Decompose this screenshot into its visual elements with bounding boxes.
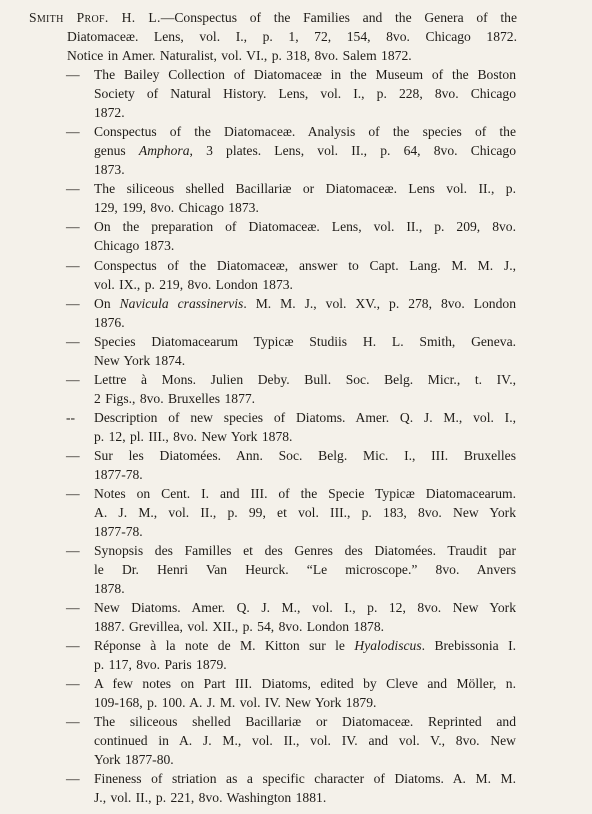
entry-line: 129, 199, 8vo. Chicago 1873. xyxy=(94,199,259,215)
ditto-dash: — xyxy=(66,676,80,691)
entry-line: Society of Natural History. Lens, vol. I., p. 228, 8vo. Chicago xyxy=(94,85,516,101)
bibliography-entry xyxy=(94,485,516,541)
entry-line: Notes on Cent. I. and III. of the Specie Typicæ Diatomacearum. xyxy=(94,486,516,501)
ditto-dash: — xyxy=(66,448,80,463)
entry-line: Chicago 1873. xyxy=(94,237,175,253)
entry-line: New Diatoms. Amer. Q. J. M., vol. I., p. 12, 8vo. New York xyxy=(94,600,516,615)
entry-line: genus Amphora, 3 plates. Lens, vol. II., p. 64, 8vo. Chicago xyxy=(94,142,516,158)
ditto-dash: — xyxy=(66,600,80,615)
entry-line: Sur les Diatomées. Ann. Soc. Belg. Mic. I., III. Bruxelles xyxy=(94,448,516,463)
bibliography-entry xyxy=(94,542,516,598)
bibliography-entry xyxy=(94,295,516,333)
entry-line: A. J. M., vol. II., p. 99, et vol. III., p. 183, 8vo. New York xyxy=(94,504,516,520)
bibliography-entry xyxy=(94,218,516,256)
author-name: Smith Prof. H. L. xyxy=(29,10,161,25)
entry-line: The siliceous shelled Bacillariæ or Diatomaceæ. Lens vol. II., p. xyxy=(94,181,516,196)
entry-line: On Navicula crassinervis. M. M. J., vol. XV., p. 278, 8vo. London xyxy=(94,296,516,311)
entry-line: Conspectus of the Diatomaceæ, answer to Capt. Lang. M. M. J., xyxy=(94,258,516,273)
ditto-dash: — xyxy=(66,543,80,558)
bibliography-entry xyxy=(94,713,516,769)
entry-line: continued in A. J. M., vol. II., vol. IV. and vol. V., 8vo. New xyxy=(94,732,516,748)
bibliography-entry xyxy=(94,180,516,218)
entry-line: Fineness of striation as a specific character of Diatoms. A. M. M. xyxy=(94,771,516,786)
entry-line: Notice in Amer. Naturalist, vol. VI., p. 318, 8vo. Salem 1872. xyxy=(67,47,412,63)
entry-line: New York 1874. xyxy=(94,352,186,368)
bibliography-entry xyxy=(94,409,516,447)
entry-line: 1878. xyxy=(94,580,125,596)
entry-line: 1873. xyxy=(94,161,125,177)
bibliography-entry xyxy=(94,333,516,371)
ditto-dash: — xyxy=(66,638,80,653)
bibliography-entry xyxy=(94,447,516,485)
entry-line: On the preparation of Diatomaceæ. Lens, vol. II., p. 209, 8vo. xyxy=(94,219,516,234)
bibliography-entry xyxy=(94,257,516,295)
ditto-dash: — xyxy=(66,771,80,786)
ditto-dash: — xyxy=(66,67,80,82)
entry-line: Species Diatomacearum Typicæ Studiis H. L. Smith, Geneva. xyxy=(94,334,516,349)
bibliography-entry xyxy=(94,66,516,122)
ditto-dash: — xyxy=(66,486,80,501)
ditto-dash: — xyxy=(66,258,80,273)
entry-line: 1876. xyxy=(94,314,125,330)
entry-line: J., vol. II., p. 221, 8vo. Washington 1881. xyxy=(94,789,327,805)
bibliography-entry xyxy=(29,9,517,65)
bibliography-entry xyxy=(94,123,516,179)
entry-line: Réponse à la note de M. Kitton sur le Hyalodiscus. Brebissonia I. xyxy=(94,638,516,653)
entry-line: Conspectus of the Diatomaceæ. Analysis of the species of the xyxy=(94,124,516,139)
entry-line: A few notes on Part III. Diatoms, edited by Cleve and Möller, n. xyxy=(94,676,516,691)
entry-line: Lettre à Mons. Julien Deby. Bull. Soc. Belg. Micr., t. IV., xyxy=(94,372,516,387)
entry-line: York 1877-80. xyxy=(94,751,174,767)
entry-line: 109-168, p. 100. A. J. M. vol. IV. New York 1879. xyxy=(94,694,377,710)
entry-line: 1877-78. xyxy=(94,523,143,539)
ditto-dash: — xyxy=(66,296,80,311)
ditto-dash: — xyxy=(66,372,80,387)
entry-line: p. 117, 8vo. Paris 1879. xyxy=(94,656,227,672)
ditto-dash: -- xyxy=(66,410,76,425)
entry-line: 1887. Grevillea, vol. XII., p. 54, 8vo. London 1878. xyxy=(94,618,385,634)
entry-line: Description of new species of Diatoms. Amer. Q. J. M., vol. I., xyxy=(94,410,516,425)
ditto-dash: — xyxy=(66,219,80,234)
entry-line: le Dr. Henri Van Heurck. “Le microscope.” 8vo. Anvers xyxy=(94,561,516,577)
entry-line: 1877-78. xyxy=(94,466,143,482)
entry-line: p. 12, pl. III., 8vo. New York 1878. xyxy=(94,428,293,444)
entry-line: The Bailey Collection of Diatomaceæ in the Museum of the Boston xyxy=(94,67,516,82)
entry-line: vol. IX., p. 219, 8vo. London 1873. xyxy=(94,276,293,292)
entry-line: Synopsis des Familles et des Genres des Diatomées. Traudit par xyxy=(94,543,516,558)
ditto-dash: — xyxy=(66,334,80,349)
entry-line: Diatomaceæ. Lens, vol. I., p. 1, 72, 154, 8vo. Chicago 1872. xyxy=(67,28,517,44)
entry-line: The siliceous shelled Bacillariæ or Diatomaceæ. Reprinted and xyxy=(94,714,516,729)
bibliography-entry xyxy=(94,637,516,675)
bibliography-entry xyxy=(94,371,516,409)
bibliography-entry xyxy=(94,675,516,713)
ditto-dash: — xyxy=(66,714,80,729)
ditto-dash: — xyxy=(66,181,80,196)
entry-line: Smith Prof. H. L.—Conspectus of the Families and the Genera of the xyxy=(29,10,517,25)
entry-line: 1872. xyxy=(94,104,125,120)
ditto-dash: — xyxy=(66,124,80,139)
bibliography-entry xyxy=(94,770,516,808)
bibliography-entry xyxy=(94,599,516,637)
entry-line: 2 Figs., 8vo. Bruxelles 1877. xyxy=(94,390,256,406)
